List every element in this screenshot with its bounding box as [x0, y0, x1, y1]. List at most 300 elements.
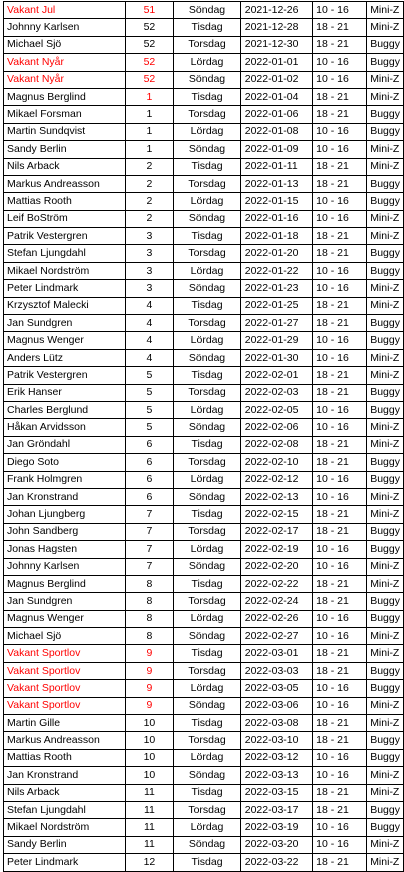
cell-name[interactable]: Magnus Berglind: [4, 88, 126, 105]
cell-date[interactable]: 2021-12-28: [240, 19, 312, 36]
cell-time[interactable]: 10 - 16: [313, 262, 367, 279]
cell-time[interactable]: 10 - 16: [313, 749, 367, 766]
cell-class[interactable]: Buggy: [367, 315, 404, 332]
cell-time[interactable]: 18 - 21: [313, 384, 367, 401]
cell-week[interactable]: 5: [125, 384, 174, 401]
cell-date[interactable]: 2022-01-27: [240, 315, 312, 332]
cell-class[interactable]: Buggy: [367, 123, 404, 140]
cell-date[interactable]: 2022-03-13: [240, 767, 312, 784]
cell-name[interactable]: Jan Kronstrand: [4, 488, 126, 505]
cell-date[interactable]: 2022-01-18: [240, 228, 312, 245]
cell-week[interactable]: 11: [125, 819, 174, 836]
cell-name[interactable]: Peter Lindmark: [4, 280, 126, 297]
cell-day[interactable]: Söndag: [174, 2, 240, 19]
cell-class[interactable]: Buggy: [367, 106, 404, 123]
cell-time[interactable]: 10 - 16: [313, 419, 367, 436]
cell-class[interactable]: Buggy: [367, 454, 404, 471]
cell-week[interactable]: 11: [125, 784, 174, 801]
cell-name[interactable]: Markus Andreasson: [4, 175, 126, 192]
cell-time[interactable]: 18 - 21: [313, 88, 367, 105]
cell-date[interactable]: 2022-01-13: [240, 175, 312, 192]
cell-date[interactable]: 2022-02-03: [240, 384, 312, 401]
cell-class[interactable]: Buggy: [367, 262, 404, 279]
cell-date[interactable]: 2022-01-04: [240, 88, 312, 105]
cell-time[interactable]: 10 - 16: [313, 697, 367, 714]
cell-week[interactable]: 5: [125, 419, 174, 436]
cell-time[interactable]: 10 - 16: [313, 332, 367, 349]
cell-week[interactable]: 9: [125, 697, 174, 714]
cell-date[interactable]: 2022-03-22: [240, 854, 312, 871]
cell-name[interactable]: Mikael Nordström: [4, 819, 126, 836]
cell-date[interactable]: 2022-03-08: [240, 715, 312, 732]
cell-time[interactable]: 10 - 16: [313, 193, 367, 210]
cell-class[interactable]: Mini-Z: [367, 558, 404, 575]
cell-week[interactable]: 11: [125, 801, 174, 818]
cell-class[interactable]: Buggy: [367, 384, 404, 401]
cell-day[interactable]: Torsdag: [174, 662, 240, 679]
cell-class[interactable]: Mini-Z: [367, 488, 404, 505]
cell-class[interactable]: Mini-Z: [367, 88, 404, 105]
cell-time[interactable]: 18 - 21: [313, 245, 367, 262]
cell-time[interactable]: 10 - 16: [313, 141, 367, 158]
cell-class[interactable]: Mini-Z: [367, 297, 404, 314]
cell-time[interactable]: 10 - 16: [313, 836, 367, 853]
cell-week[interactable]: 52: [125, 54, 174, 71]
cell-class[interactable]: Mini-Z: [367, 436, 404, 453]
cell-name[interactable]: Vakant Sportlov: [4, 662, 126, 679]
cell-name[interactable]: Mattias Rooth: [4, 749, 126, 766]
cell-name[interactable]: Jan Gröndahl: [4, 436, 126, 453]
cell-week[interactable]: 10: [125, 767, 174, 784]
cell-time[interactable]: 18 - 21: [313, 645, 367, 662]
cell-time[interactable]: 18 - 21: [313, 523, 367, 540]
cell-day[interactable]: Tisdag: [174, 228, 240, 245]
cell-date[interactable]: 2022-02-05: [240, 401, 312, 418]
cell-time[interactable]: 10 - 16: [313, 54, 367, 71]
cell-day[interactable]: Tisdag: [174, 506, 240, 523]
cell-time[interactable]: 10 - 16: [313, 2, 367, 19]
cell-time[interactable]: 18 - 21: [313, 854, 367, 871]
cell-date[interactable]: 2022-03-15: [240, 784, 312, 801]
cell-class[interactable]: Buggy: [367, 662, 404, 679]
cell-time[interactable]: 18 - 21: [313, 575, 367, 592]
cell-name[interactable]: Håkan Arvidsson: [4, 419, 126, 436]
cell-time[interactable]: 18 - 21: [313, 732, 367, 749]
cell-week[interactable]: 1: [125, 141, 174, 158]
cell-class[interactable]: Mini-Z: [367, 836, 404, 853]
cell-time[interactable]: 10 - 16: [313, 123, 367, 140]
cell-day[interactable]: Tisdag: [174, 19, 240, 36]
cell-name[interactable]: Vakant Sportlov: [4, 645, 126, 662]
cell-day[interactable]: Söndag: [174, 558, 240, 575]
cell-class[interactable]: Mini-Z: [367, 210, 404, 227]
cell-name[interactable]: Johnny Karlsen: [4, 19, 126, 36]
cell-day[interactable]: Torsdag: [174, 106, 240, 123]
cell-day[interactable]: Lördag: [174, 541, 240, 558]
cell-date[interactable]: 2022-03-05: [240, 680, 312, 697]
cell-week[interactable]: 52: [125, 36, 174, 53]
cell-name[interactable]: Frank Holmgren: [4, 471, 126, 488]
cell-name[interactable]: Jan Kronstrand: [4, 767, 126, 784]
cell-time[interactable]: 18 - 21: [313, 315, 367, 332]
cell-class[interactable]: Mini-Z: [367, 228, 404, 245]
cell-class[interactable]: Buggy: [367, 593, 404, 610]
cell-name[interactable]: Anders Lütz: [4, 349, 126, 366]
cell-date[interactable]: 2022-01-06: [240, 106, 312, 123]
cell-name[interactable]: Vakant Sportlov: [4, 697, 126, 714]
cell-time[interactable]: 10 - 16: [313, 541, 367, 558]
cell-date[interactable]: 2022-01-01: [240, 54, 312, 71]
cell-class[interactable]: Buggy: [367, 36, 404, 53]
cell-date[interactable]: 2022-02-19: [240, 541, 312, 558]
cell-day[interactable]: Torsdag: [174, 593, 240, 610]
cell-time[interactable]: 18 - 21: [313, 228, 367, 245]
cell-name[interactable]: Nils Arback: [4, 784, 126, 801]
cell-week[interactable]: 7: [125, 558, 174, 575]
cell-day[interactable]: Lördag: [174, 54, 240, 71]
cell-time[interactable]: 10 - 16: [313, 819, 367, 836]
cell-class[interactable]: Mini-Z: [367, 419, 404, 436]
cell-week[interactable]: 6: [125, 488, 174, 505]
cell-day[interactable]: Torsdag: [174, 245, 240, 262]
cell-day[interactable]: Söndag: [174, 141, 240, 158]
cell-name[interactable]: Vakant Nyår: [4, 54, 126, 71]
cell-date[interactable]: 2022-02-13: [240, 488, 312, 505]
cell-week[interactable]: 7: [125, 523, 174, 540]
cell-date[interactable]: 2022-01-20: [240, 245, 312, 262]
cell-week[interactable]: 11: [125, 836, 174, 853]
cell-class[interactable]: Mini-Z: [367, 784, 404, 801]
cell-week[interactable]: 4: [125, 315, 174, 332]
cell-class[interactable]: Mini-Z: [367, 349, 404, 366]
cell-week[interactable]: 52: [125, 71, 174, 88]
cell-date[interactable]: 2022-02-17: [240, 523, 312, 540]
cell-week[interactable]: 9: [125, 680, 174, 697]
cell-class[interactable]: Buggy: [367, 749, 404, 766]
cell-week[interactable]: 2: [125, 193, 174, 210]
cell-week[interactable]: 6: [125, 471, 174, 488]
cell-class[interactable]: Mini-Z: [367, 767, 404, 784]
cell-day[interactable]: Torsdag: [174, 315, 240, 332]
cell-time[interactable]: 10 - 16: [313, 280, 367, 297]
cell-time[interactable]: 18 - 21: [313, 106, 367, 123]
cell-name[interactable]: Patrik Vestergren: [4, 367, 126, 384]
cell-week[interactable]: 4: [125, 332, 174, 349]
cell-class[interactable]: Mini-Z: [367, 628, 404, 645]
cell-time[interactable]: 18 - 21: [313, 715, 367, 732]
cell-time[interactable]: 18 - 21: [313, 19, 367, 36]
cell-day[interactable]: Söndag: [174, 488, 240, 505]
cell-time[interactable]: 10 - 16: [313, 558, 367, 575]
cell-name[interactable]: Nils Arback: [4, 158, 126, 175]
cell-class[interactable]: Buggy: [367, 332, 404, 349]
cell-date[interactable]: 2022-01-22: [240, 262, 312, 279]
cell-date[interactable]: 2022-01-11: [240, 158, 312, 175]
cell-name[interactable]: Vakant Jul: [4, 2, 126, 19]
cell-date[interactable]: 2022-02-27: [240, 628, 312, 645]
cell-date[interactable]: 2022-02-01: [240, 367, 312, 384]
cell-class[interactable]: Mini-Z: [367, 158, 404, 175]
cell-class[interactable]: Mini-Z: [367, 19, 404, 36]
cell-time[interactable]: 18 - 21: [313, 801, 367, 818]
cell-day[interactable]: Torsdag: [174, 801, 240, 818]
cell-class[interactable]: Buggy: [367, 541, 404, 558]
cell-time[interactable]: 10 - 16: [313, 471, 367, 488]
cell-day[interactable]: Torsdag: [174, 175, 240, 192]
cell-time[interactable]: 10 - 16: [313, 628, 367, 645]
cell-date[interactable]: 2022-01-29: [240, 332, 312, 349]
cell-date[interactable]: 2022-03-17: [240, 801, 312, 818]
cell-week[interactable]: 9: [125, 662, 174, 679]
cell-name[interactable]: Martin Sundqvist: [4, 123, 126, 140]
cell-day[interactable]: Torsdag: [174, 732, 240, 749]
cell-time[interactable]: 10 - 16: [313, 680, 367, 697]
cell-day[interactable]: Tisdag: [174, 854, 240, 871]
cell-week[interactable]: 10: [125, 749, 174, 766]
cell-date[interactable]: 2021-12-26: [240, 2, 312, 19]
cell-day[interactable]: Tisdag: [174, 715, 240, 732]
cell-day[interactable]: Torsdag: [174, 36, 240, 53]
cell-name[interactable]: Vakant Sportlov: [4, 680, 126, 697]
cell-day[interactable]: Lördag: [174, 610, 240, 627]
cell-name[interactable]: Vakant Nyår: [4, 71, 126, 88]
cell-time[interactable]: 18 - 21: [313, 175, 367, 192]
cell-class[interactable]: Mini-Z: [367, 697, 404, 714]
cell-time[interactable]: 18 - 21: [313, 436, 367, 453]
cell-week[interactable]: 4: [125, 297, 174, 314]
cell-date[interactable]: 2022-01-25: [240, 297, 312, 314]
cell-date[interactable]: 2022-03-19: [240, 819, 312, 836]
cell-time[interactable]: 10 - 16: [313, 210, 367, 227]
cell-week[interactable]: 1: [125, 88, 174, 105]
cell-date[interactable]: 2022-01-02: [240, 71, 312, 88]
cell-time[interactable]: 18 - 21: [313, 367, 367, 384]
cell-time[interactable]: 10 - 16: [313, 349, 367, 366]
cell-class[interactable]: Buggy: [367, 680, 404, 697]
cell-week[interactable]: 10: [125, 732, 174, 749]
cell-time[interactable]: 18 - 21: [313, 662, 367, 679]
cell-date[interactable]: 2022-03-20: [240, 836, 312, 853]
cell-class[interactable]: Mini-Z: [367, 506, 404, 523]
cell-date[interactable]: 2022-02-22: [240, 575, 312, 592]
cell-date[interactable]: 2022-03-01: [240, 645, 312, 662]
cell-time[interactable]: 10 - 16: [313, 71, 367, 88]
cell-class[interactable]: Buggy: [367, 193, 404, 210]
cell-week[interactable]: 9: [125, 645, 174, 662]
cell-date[interactable]: 2022-03-12: [240, 749, 312, 766]
cell-week[interactable]: 51: [125, 2, 174, 19]
cell-day[interactable]: Tisdag: [174, 88, 240, 105]
cell-day[interactable]: Söndag: [174, 280, 240, 297]
cell-class[interactable]: Mini-Z: [367, 280, 404, 297]
cell-class[interactable]: Mini-Z: [367, 2, 404, 19]
cell-day[interactable]: Tisdag: [174, 575, 240, 592]
cell-day[interactable]: Torsdag: [174, 384, 240, 401]
cell-date[interactable]: 2022-02-24: [240, 593, 312, 610]
cell-name[interactable]: Mikael Forsman: [4, 106, 126, 123]
cell-day[interactable]: Tisdag: [174, 645, 240, 662]
cell-day[interactable]: Tisdag: [174, 297, 240, 314]
cell-class[interactable]: Mini-Z: [367, 645, 404, 662]
cell-name[interactable]: Mikael Nordström: [4, 262, 126, 279]
cell-day[interactable]: Söndag: [174, 697, 240, 714]
cell-week[interactable]: 2: [125, 210, 174, 227]
cell-time[interactable]: 10 - 16: [313, 610, 367, 627]
cell-day[interactable]: Lördag: [174, 123, 240, 140]
cell-name[interactable]: Krzysztof Malecki: [4, 297, 126, 314]
cell-class[interactable]: Buggy: [367, 245, 404, 262]
cell-week[interactable]: 8: [125, 575, 174, 592]
cell-week[interactable]: 8: [125, 628, 174, 645]
cell-week[interactable]: 6: [125, 454, 174, 471]
cell-date[interactable]: 2022-02-26: [240, 610, 312, 627]
cell-week[interactable]: 5: [125, 401, 174, 418]
cell-class[interactable]: Buggy: [367, 732, 404, 749]
cell-week[interactable]: 2: [125, 175, 174, 192]
cell-day[interactable]: Lördag: [174, 193, 240, 210]
cell-name[interactable]: Leif BoStröm: [4, 210, 126, 227]
cell-week[interactable]: 7: [125, 506, 174, 523]
cell-day[interactable]: Tisdag: [174, 367, 240, 384]
cell-name[interactable]: Johan Ljungberg: [4, 506, 126, 523]
cell-day[interactable]: Lördag: [174, 401, 240, 418]
cell-time[interactable]: 10 - 16: [313, 488, 367, 505]
cell-week[interactable]: 12: [125, 854, 174, 871]
cell-week[interactable]: 3: [125, 228, 174, 245]
cell-day[interactable]: Torsdag: [174, 454, 240, 471]
cell-week[interactable]: 5: [125, 367, 174, 384]
cell-name[interactable]: Erik Hanser: [4, 384, 126, 401]
cell-week[interactable]: 52: [125, 19, 174, 36]
cell-week[interactable]: 1: [125, 123, 174, 140]
cell-date[interactable]: 2021-12-30: [240, 36, 312, 53]
cell-name[interactable]: Stefan Ljungdahl: [4, 801, 126, 818]
cell-week[interactable]: 2: [125, 158, 174, 175]
cell-date[interactable]: 2022-01-09: [240, 141, 312, 158]
cell-day[interactable]: Söndag: [174, 71, 240, 88]
cell-name[interactable]: Michael Sjö: [4, 36, 126, 53]
cell-time[interactable]: 18 - 21: [313, 784, 367, 801]
cell-class[interactable]: Mini-Z: [367, 715, 404, 732]
cell-date[interactable]: 2022-03-03: [240, 662, 312, 679]
cell-name[interactable]: Stefan Ljungdahl: [4, 245, 126, 262]
cell-week[interactable]: 8: [125, 610, 174, 627]
cell-name[interactable]: Johnny Karlsen: [4, 558, 126, 575]
cell-week[interactable]: 3: [125, 262, 174, 279]
cell-day[interactable]: Lördag: [174, 819, 240, 836]
cell-date[interactable]: 2022-01-30: [240, 349, 312, 366]
cell-day[interactable]: Lördag: [174, 749, 240, 766]
cell-date[interactable]: 2022-03-10: [240, 732, 312, 749]
cell-time[interactable]: 18 - 21: [313, 506, 367, 523]
cell-date[interactable]: 2022-01-23: [240, 280, 312, 297]
cell-date[interactable]: 2022-02-12: [240, 471, 312, 488]
cell-day[interactable]: Söndag: [174, 349, 240, 366]
cell-day[interactable]: Lördag: [174, 680, 240, 697]
cell-name[interactable]: John Sandberg: [4, 523, 126, 540]
cell-class[interactable]: Buggy: [367, 610, 404, 627]
cell-class[interactable]: Buggy: [367, 401, 404, 418]
cell-week[interactable]: 3: [125, 280, 174, 297]
cell-name[interactable]: Charles Berglund: [4, 401, 126, 418]
cell-day[interactable]: Lördag: [174, 262, 240, 279]
cell-week[interactable]: 3: [125, 245, 174, 262]
cell-time[interactable]: 18 - 21: [313, 297, 367, 314]
cell-time[interactable]: 18 - 21: [313, 593, 367, 610]
cell-day[interactable]: Söndag: [174, 419, 240, 436]
cell-name[interactable]: Sandy Berlin: [4, 836, 126, 853]
cell-day[interactable]: Söndag: [174, 836, 240, 853]
cell-week[interactable]: 7: [125, 541, 174, 558]
cell-class[interactable]: Buggy: [367, 801, 404, 818]
cell-name[interactable]: Peter Lindmark: [4, 854, 126, 871]
cell-day[interactable]: Söndag: [174, 210, 240, 227]
cell-name[interactable]: Sandy Berlin: [4, 141, 126, 158]
cell-time[interactable]: 10 - 16: [313, 401, 367, 418]
cell-time[interactable]: 10 - 16: [313, 767, 367, 784]
cell-class[interactable]: Buggy: [367, 819, 404, 836]
cell-week[interactable]: 1: [125, 106, 174, 123]
cell-date[interactable]: 2022-02-20: [240, 558, 312, 575]
cell-date[interactable]: 2022-01-16: [240, 210, 312, 227]
cell-date[interactable]: 2022-01-15: [240, 193, 312, 210]
cell-date[interactable]: 2022-02-06: [240, 419, 312, 436]
cell-name[interactable]: Mattias Rooth: [4, 193, 126, 210]
cell-date[interactable]: 2022-02-08: [240, 436, 312, 453]
cell-day[interactable]: Tisdag: [174, 436, 240, 453]
cell-name[interactable]: Magnus Wenger: [4, 332, 126, 349]
cell-class[interactable]: Buggy: [367, 523, 404, 540]
cell-day[interactable]: Torsdag: [174, 523, 240, 540]
cell-name[interactable]: Martin Gille: [4, 715, 126, 732]
cell-name[interactable]: Jan Sundgren: [4, 593, 126, 610]
cell-class[interactable]: Buggy: [367, 175, 404, 192]
cell-time[interactable]: 18 - 21: [313, 36, 367, 53]
cell-week[interactable]: 4: [125, 349, 174, 366]
cell-class[interactable]: Mini-Z: [367, 367, 404, 384]
cell-day[interactable]: Lördag: [174, 332, 240, 349]
cell-date[interactable]: 2022-02-15: [240, 506, 312, 523]
cell-day[interactable]: Söndag: [174, 767, 240, 784]
cell-week[interactable]: 8: [125, 593, 174, 610]
cell-day[interactable]: Lördag: [174, 471, 240, 488]
cell-time[interactable]: 18 - 21: [313, 158, 367, 175]
cell-class[interactable]: Buggy: [367, 471, 404, 488]
cell-name[interactable]: Markus Andreasson: [4, 732, 126, 749]
cell-day[interactable]: Söndag: [174, 628, 240, 645]
cell-date[interactable]: 2022-02-10: [240, 454, 312, 471]
cell-class[interactable]: Mini-Z: [367, 71, 404, 88]
cell-date[interactable]: 2022-01-08: [240, 123, 312, 140]
cell-name[interactable]: Magnus Berglind: [4, 575, 126, 592]
cell-class[interactable]: Mini-Z: [367, 575, 404, 592]
cell-name[interactable]: Jan Sundgren: [4, 315, 126, 332]
cell-date[interactable]: 2022-03-06: [240, 697, 312, 714]
cell-day[interactable]: Tisdag: [174, 158, 240, 175]
cell-day[interactable]: Tisdag: [174, 784, 240, 801]
cell-name[interactable]: Diego Soto: [4, 454, 126, 471]
cell-name[interactable]: Jonas Hagsten: [4, 541, 126, 558]
cell-class[interactable]: Buggy: [367, 54, 404, 71]
cell-time[interactable]: 18 - 21: [313, 454, 367, 471]
cell-class[interactable]: Mini-Z: [367, 141, 404, 158]
cell-name[interactable]: Michael Sjö: [4, 628, 126, 645]
cell-class[interactable]: Mini-Z: [367, 854, 404, 871]
cell-name[interactable]: Magnus Wenger: [4, 610, 126, 627]
cell-week[interactable]: 10: [125, 715, 174, 732]
cell-name[interactable]: Patrik Vestergren: [4, 228, 126, 245]
cell-week[interactable]: 6: [125, 436, 174, 453]
